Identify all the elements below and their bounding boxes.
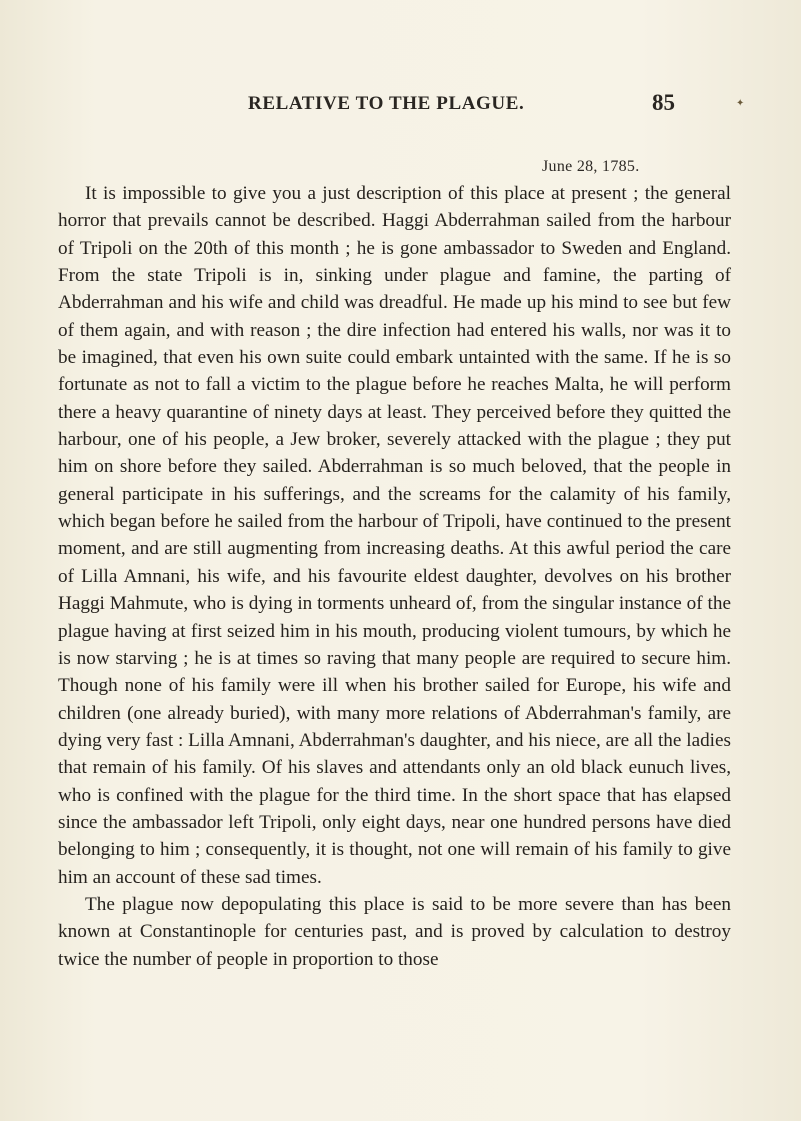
running-head [248, 90, 718, 121]
page-number: 85 [652, 90, 675, 115]
letter-body [58, 180, 731, 973]
paragraph-2: The plague now depopulating this place is said to be more severe than has been known at Constantinople for centuries past, and is proved by calculation to destroy twice the number of people in proportion to those [58, 893, 731, 970]
running-title: RELATIVE TO THE PLAGUE. [248, 93, 525, 114]
letter-dateline: June 28, 1785. [542, 158, 640, 175]
margin-mark-icon: ✦ [736, 98, 745, 109]
paragraph-1: It is impossible to give you a just description of this place at present ; the general horror that prevails cannot be described. Haggi Abderrahman sailed from the harbour of Tripoli on the 20th of this month ; he is gone ambassador to Sweden and England. From the state Tripoli is in, sinking under plague and famine, the parting of Abderrahman and his wife and child was dreadful. He made up his mind to see but few of them again, and with reason ; the dire infection had entered his walls, nor was it to be imagined, that even his own suite could embark untainted with the same. If he is so fortunate as not to fall a victim to the plague before he reaches Malta, he will perform there a heavy quarantine of ninety days at least. They perceived before they quitted the harbour, one of his people, a Jew broker, severely attacked with the plague ; they put him on shore before they sailed. Abderrahman is so much beloved, that the people in general participate in his sufferings, and the screams for the calamity of his family, which began before he sailed from the harbour of Tripoli, have continued to the present moment, and are still augmenting from increasing deaths. At this awful period the care of Lilla Amnani, his wife, and his favourite eldest daughter, devolves on his brother Haggi Mahmute, who is dying in torments unheard of, from the singular instance of the plague having at first seized him in his mouth, producing violent tumours, by which he is now starving ; he is at times so raving that many people are required to secure him. Though none of his family were ill when his brother sailed for Europe, his wife and children (one already buried), with many more relations of Abderrahman's family, are dying very fast : Lilla Amnani, Abderrahman's daughter, and his niece, are all the ladies that remain of his family. Of his slaves and attendants only an old black eunuch lives, who is confined with the plague for the third time. In the short space that has elapsed since the ambassador left Tripoli, only eight days, near one hundred persons have died belonging to him ; consequently, it is thought, not one will remain of his family to give him an account of these sad times. [58, 183, 731, 888]
